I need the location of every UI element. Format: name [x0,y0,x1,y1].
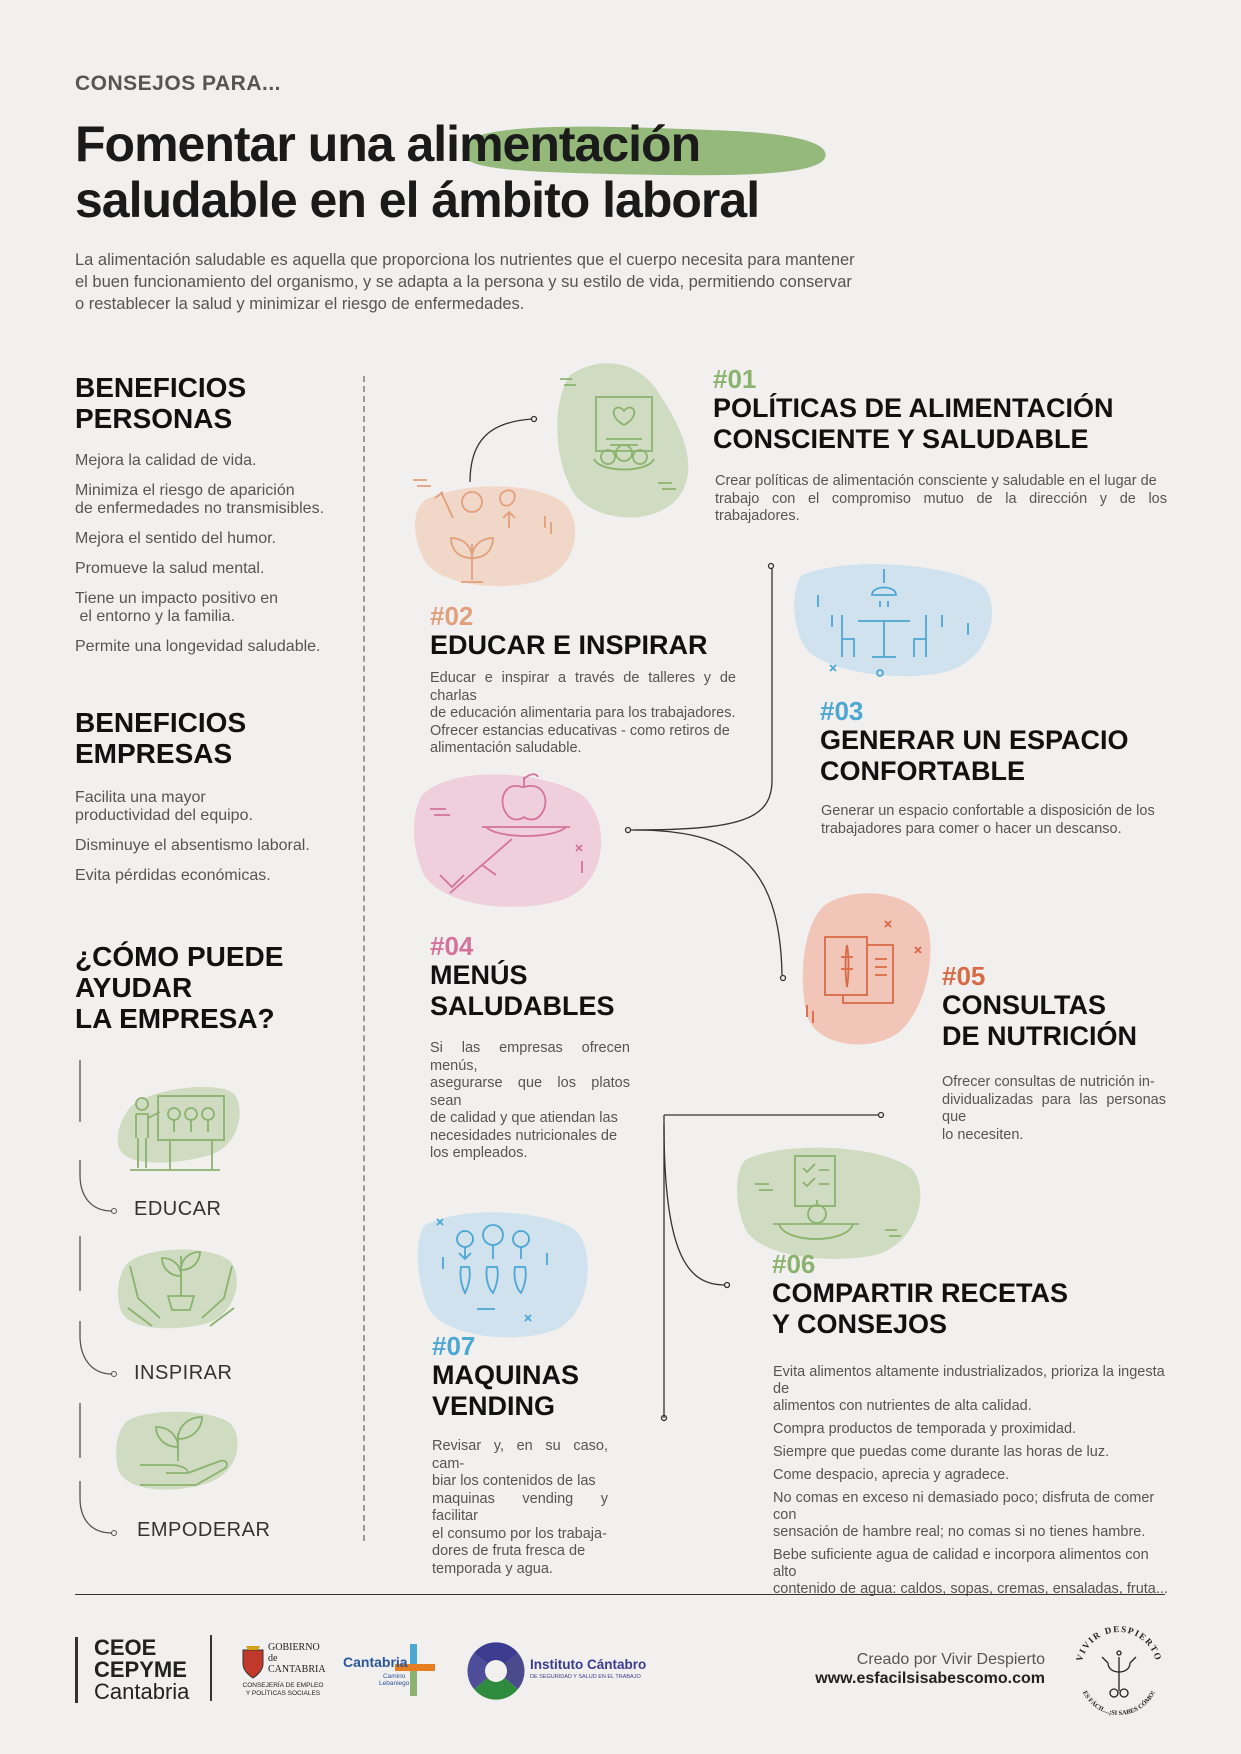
footer-url[interactable]: www.esfacilsisabescomo.com [815,1670,1045,1687]
list-item: Promueve la salud mental. [75,560,265,577]
desc-line: Educar e inspirar a través de talleres y de charlas [430,670,736,704]
desc-line: dividualizadas para las personas que [942,1091,1166,1125]
desc-line: dores de fruta fresca de [432,1543,586,1559]
desc-line: de calidad y que atiendan las [430,1110,618,1126]
title-line: BENEFICIOS [75,707,247,738]
title-line: PERSONAS [75,403,233,434]
s01-title [713,393,1114,455]
s06-tips-list [773,1364,1168,1604]
seal-bottom-text: ES FÁCIL...¡SI SABES CÓMO! [1081,1689,1157,1718]
list-item: Compra productos de temporada y proximidad. [773,1421,1077,1437]
desc-line: maquinas vending y facilitar [432,1490,608,1524]
desc-line: Ofrecer estancias educativas - como retiros de [430,722,730,739]
desc-line: trabajadores para comer o hacer un descanso. [821,820,1122,837]
desc-line: biar los contenidos de las [432,1473,596,1489]
s05-illustration [795,885,935,1055]
seal-top-text: VIVIR DESPIERTO [1074,1623,1164,1663]
s02-title [430,630,708,661]
intro-line: el buen funcionamiento del organismo, y se adapta a la persona y su estilo de vida, permitiendo conservar [75,273,852,291]
logo-text: DE SEGURIDAD Y SALUD EN EL TRABAJO [530,1674,641,1680]
title-line: SALUDABLES [430,991,615,1021]
list-item: Mejora el sentido del humor. [75,530,276,547]
logo-text: CONSEJERÍA DE EMPLEO [242,1682,324,1689]
title-highlight: alimentación [406,116,701,172]
vivir-despierto-seal [1066,1617,1172,1723]
cross-logo-icon [343,1640,443,1702]
list-item: Siempre que puedas come durante las horas de luz. [773,1444,1110,1460]
logo-text: Y POLÍTICAS SOCIALES [245,1690,321,1697]
footer-rule [75,1594,1165,1595]
coat-of-arms-icon [240,1644,266,1680]
logo-text: GOBIERNO [268,1642,320,1653]
title-line: AYUDAR [75,972,193,1003]
title-line: MENÚS [430,960,528,990]
list-item: Facilita una mayor productividad del equipo. [75,789,253,824]
step-empoderar-label: EMPODERAR [137,1519,271,1541]
intro-line: o restablecer la salud y minimizar el riesgo de enfermedades. [75,295,525,313]
desc-line: Si las empresas ofrecen menús, [430,1040,630,1074]
title-line: CONSULTAS [942,990,1106,1020]
desc-line: el consumo por los trabaja- [432,1525,607,1542]
s06-title [772,1278,1068,1340]
s01-number: #01 [713,364,757,394]
logo-text: CEOE [94,1635,157,1660]
section-03 [820,697,1129,787]
list-item: Come despacio, aprecia y agradece. [773,1467,1010,1483]
logo-text: Lebaniego [379,1680,410,1687]
title-pre: Fomentar una [75,116,407,172]
title-line: MAQUINAS [432,1360,579,1390]
list-item: Disminuye el absentismo laboral. [75,837,310,854]
title-line: GENERAR UN ESPACIO [820,725,1129,755]
intro-line: La alimentación saludable es aquella que proporciona los nutrientes que el cuerpo necesita para mantener [75,251,855,269]
step-educar-label: EDUCAR [134,1198,222,1220]
desc-line: temporada y agua. [432,1560,553,1577]
s05-desc [942,1074,1166,1144]
list-item: Evita pérdidas económicas. [75,867,271,884]
desc-line: Revisar y, en su caso, cam- [432,1438,608,1472]
logo-separator [210,1635,212,1701]
list-item: Tiene un impacto positivo en el entorno y la familia. [75,590,279,625]
s03-illustration [792,555,997,685]
trident-icon [1102,1651,1136,1697]
desc-line: los empleados. [430,1145,528,1161]
logo-text: CANTABRIA [268,1664,326,1675]
s01-desc [715,473,1167,526]
logo-text: Instituto Cántabro [530,1657,647,1672]
s06-number: #06 [772,1249,816,1279]
kicker: CONSEJOS PARA... [75,72,281,95]
logo-text: CEPYME [94,1657,187,1682]
s04-title [430,960,615,1022]
title-line: EDUCAR E INSPIRAR [430,630,708,660]
title-line: DE NUTRICIÓN [942,1021,1137,1051]
s07-number: #07 [432,1331,476,1361]
list-item: Minimiza el riesgo de aparición de enfermedades no transmisibles. [75,482,325,517]
instituto-cantabro-logo [468,1641,648,1701]
title-line: EMPRESAS [75,738,233,769]
title-line: ¿CÓMO PUEDE [75,941,284,972]
s07-title [432,1360,579,1422]
s07-desc [432,1438,608,1578]
desc-line: trabajo con el compromiso mutuo de la dirección y de los trabajadores. [715,490,1167,524]
title-line: BENEFICIOS [75,372,247,403]
title-line: COMPARTIR RECETAS [772,1278,1068,1308]
title-line: LA EMPRESA? [75,1003,275,1034]
desc-line: lo necesiten. [942,1126,1024,1143]
title-line: Y CONSEJOS [772,1309,948,1339]
footer-credit: Creado por Vivir Despierto [856,1651,1045,1668]
ceoe-cepyme-logo [75,1637,189,1703]
desc-line: Crear políticas de alimentación consciente y saludable en el lugar de [715,473,1157,489]
cantabria-camino-lebaniego-logo [343,1640,443,1702]
s04-desc [430,1040,630,1163]
s06-illustration [735,1140,925,1265]
title-line: POLÍTICAS DE ALIMENTACIÓN [713,393,1114,423]
s04-number: #04 [430,931,474,961]
instituto-emblem-icon [468,1643,524,1699]
list-item: No comas en exceso ni demasiado poco; disfruta de comer con sensación de hambre real; no comas si no tienes hambre. [773,1490,1155,1540]
desc-line: Generar un espacio confortable a disposición de los [821,803,1155,819]
list-item: Mejora la calidad de vida. [75,452,257,469]
desc-line: asegurarse que los platos sean [430,1075,630,1109]
section-01 [713,365,1114,455]
s02-number: #02 [430,601,474,631]
section-07 [432,1332,579,1422]
title-line: VENDING [432,1391,556,1421]
section-04 [430,932,615,1022]
section-02 [430,602,708,661]
desc-line: de educación alimentaria para los trabajadores. [430,705,736,721]
s03-title [820,725,1129,787]
title-line: CONSCIENTE Y SALUDABLE [713,424,1089,454]
s03-desc [821,803,1166,838]
section-06 [772,1250,1068,1340]
s07-illustration [415,1205,595,1345]
logo-text: Cantabria [94,1679,190,1704]
logo-text: de [268,1653,278,1664]
list-item: Bebe suficiente agua de calidad e incorpora alimentos con alto contenido de agua: caldos, sopas, cremas, ensaladas, fruta... [773,1547,1168,1597]
s05-number: #05 [942,961,986,991]
s04-illustration [412,765,612,915]
logo-text: Camino [382,1673,406,1680]
desc-line: Ofrecer consultas de nutrición in- [942,1074,1155,1090]
list-item: Evita alimentos altamente industrializados, prioriza la ingesta de alimentos con nutrientes de alta calidad. [773,1364,1165,1414]
logo-text: Cantabria [343,1654,408,1670]
title-line2: saludable en el ámbito laboral [75,172,760,228]
desc-line: necesidades nutricionales de [430,1127,618,1144]
title-line: CONFORTABLE [820,756,1025,786]
desc-line: alimentación saludable. [430,740,582,756]
s05-title [942,990,1137,1052]
s02-illustration [405,472,580,597]
s02-desc [430,670,736,758]
step-inspirar-label: INSPIRAR [134,1362,233,1384]
section-05 [942,962,1137,1052]
list-item: Permite una longevidad saludable. [75,638,321,655]
s03-number: #03 [820,696,864,726]
